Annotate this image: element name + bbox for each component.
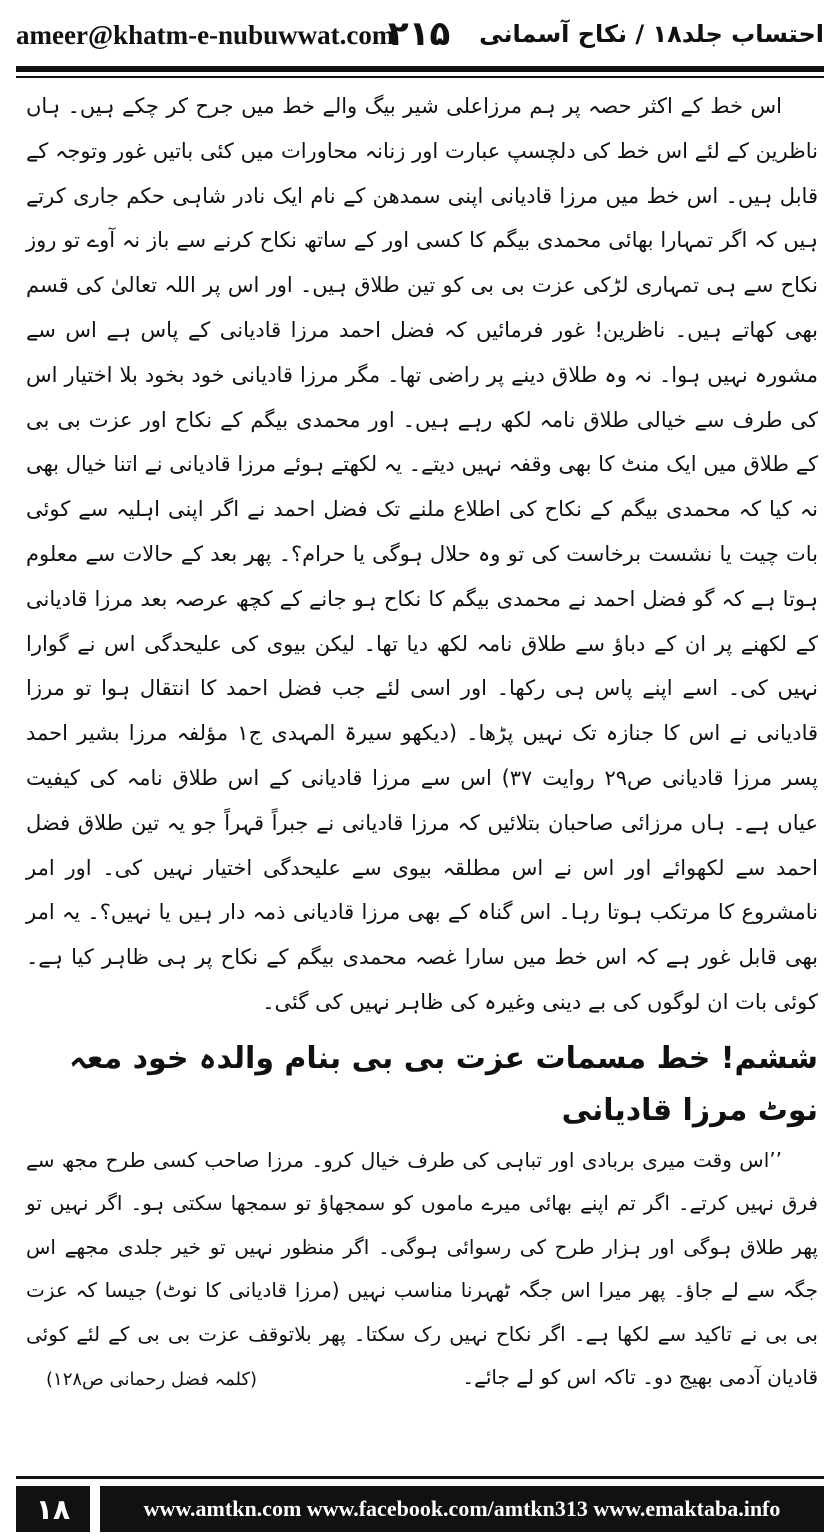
section-heading: ششم! خط مسمات عزت بی بی بنام والدہ خود معہ نوٹ مرزا قادیانی bbox=[69, 1040, 818, 1128]
footer-links[interactable]: www.amtkn.com www.facebook.com/amtkn313 www.emaktaba.info bbox=[100, 1486, 824, 1532]
footer-rule bbox=[16, 1476, 824, 1479]
letter-quote: ’’اس وقت میری بربادی اور تباہی کی طرف خیال کرو۔ مرزا صاحب کسی طرح مجھ سے فرق نہیں کرتے۔ اگر تم اپنے بھائی میرے ماموں کو سمجھاؤ تو سمجھا سکتی ہو۔ اگر نہیں تو پھر طلاق ہوگی اور ہزار طرح کی رسوائی ہوگی۔ اگر منظور نہیں تو خیر جلدی مجھے اس جگہ سے لے جاؤ۔ پھر میرا اس جگہ ٹھہرنا مناسب نہیں (مرزا قادیانی کا نوٹ) جیسا کہ عزت بی بی نے تاکید سے لکھا ہے۔ اگر نکاح نہیں رک سکتا۔ پھر بلاتوقف عزت بی بی کے لئے کوئی قادیان آدمی بھیج دو۔ تاکہ اس کو لے جائے۔ bbox=[26, 1147, 818, 1390]
page-header bbox=[16, 14, 824, 62]
header-rule bbox=[16, 66, 824, 72]
header-email[interactable]: ameer@khatm-e-nubuwwat.com bbox=[16, 20, 395, 50]
page-body bbox=[26, 84, 818, 1400]
quote-reference: (کلمہ فضل رحمانی ص۱۲۸) bbox=[46, 1368, 258, 1390]
body-paragraph: اس خط کے اکثر حصہ پر ہم مرزاعلی شیر بیگ والے خط میں جرح کر چکے ہیں۔ ہاں ناظرین کے لئے اس خط کی دلچسپ عبارت اور زنانہ محاورات میں کئی باتیں غور وتوجہ کے قابل ہیں۔ اس خط میں مرزا قادیانی اپنی سمدھن کے نام ایک نادر شاہی حکم جاری کرتے ہیں کہ اگر تمہارا بھائی محمدی بیگم کا کسی اور کے ساتھ نکاح کرنے سے باز نہ آوے تو روز نکاح سے ہی تمہاری لڑکی عزت بی بی کو تین طلاق ہیں۔ اور اس پر اللہ تعالیٰ کی قسم بھی کھاتے ہیں۔ ناظرین! غور فرمائیں کہ فضل احمد مرزا قادیانی کے پاس ہے اس سے مشورہ نہیں ہوا۔ نہ وہ طلاق دینے پر راضی تھا۔ مگر مرزا قادیانی خود بخود بلا اختیار اس کی طرف سے خیالی طلاق نامہ لکھ رہے ہیں۔ اور محمدی بیگم کے نکاح اور عزت بی بی کے طلاق میں ایک منٹ کا بھی وقفہ نہیں دیتے۔ یہ لکھتے ہوئے مرزا قادیانی نے اتنا خیال بھی نہ کیا کہ محمدی بیگم کے نکاح کی اطلاع ملنے تک فضل احمد نے اگر اپنی اہلیہ سے کوئی بات چیت یا نشست برخاست کی تو وہ حلال ہوگی یا حرام؟۔ پھر بعد کے حالات سے معلوم ہوتا ہے کہ گو فضل احمد نے محمدی بیگم کا نکاح ہو جانے کے کچھ عرصہ بعد مرزا قادیانی کے لکھنے پر ان کے دباؤ سے طلاق نامہ لکھ دیا تھا۔ لیکن بیوی کی علیحدگی اس نے گوارا نہیں کی۔ اسے اپنے پاس ہی رکھا۔ اور اسی لئے جب فضل احمد کا انتقال ہوا تو مرزا قادیانی نے اس کا جنازہ تک نہیں پڑھا۔ (دیکھو سیرۃ المہدی ج۱ مؤلفہ مرزا بشیر احمد پسر مرزا قادیانی ص۲۹ روایت ۳۷) اس سے مرزا قادیانی کے اس طلاق نامہ کی کیفیت عیاں ہے۔ ہاں مرزائی صاحبان بتلائیں کہ مرزا قادیانی نے جبراً قہراً جو یہ تین طلاق فضل احمد سے لکھوائے اور اس نے اس مطلقہ بیوی سے علیحدگی اختیار نہیں کی۔ اور امر نامشروع کا مرتکب ہوتا رہا۔ اس گناہ کے بھی مرزا قادیانی ذمہ دار ہیں یا نہیں؟۔ یہ امر بھی قابل غور ہے کہ اس خط میں سارا غصہ محمدی بیگم کے نکاح پر ہی ظاہر کیا ہے۔ کوئی بات ان لوگوں کی بے دینی وغیرہ کی ظاہر نہیں کی گئی۔ bbox=[26, 94, 819, 1014]
footer-page-number: ۱۸ bbox=[16, 1486, 90, 1532]
quote-block bbox=[26, 1139, 818, 1400]
header-book-title: احتساب جلد۱۸ / نکاح آسمانی bbox=[479, 20, 824, 48]
header-page-number: ۲۱۵ bbox=[388, 14, 451, 54]
page-footer bbox=[16, 1486, 824, 1532]
header-rule-thin bbox=[16, 76, 824, 78]
